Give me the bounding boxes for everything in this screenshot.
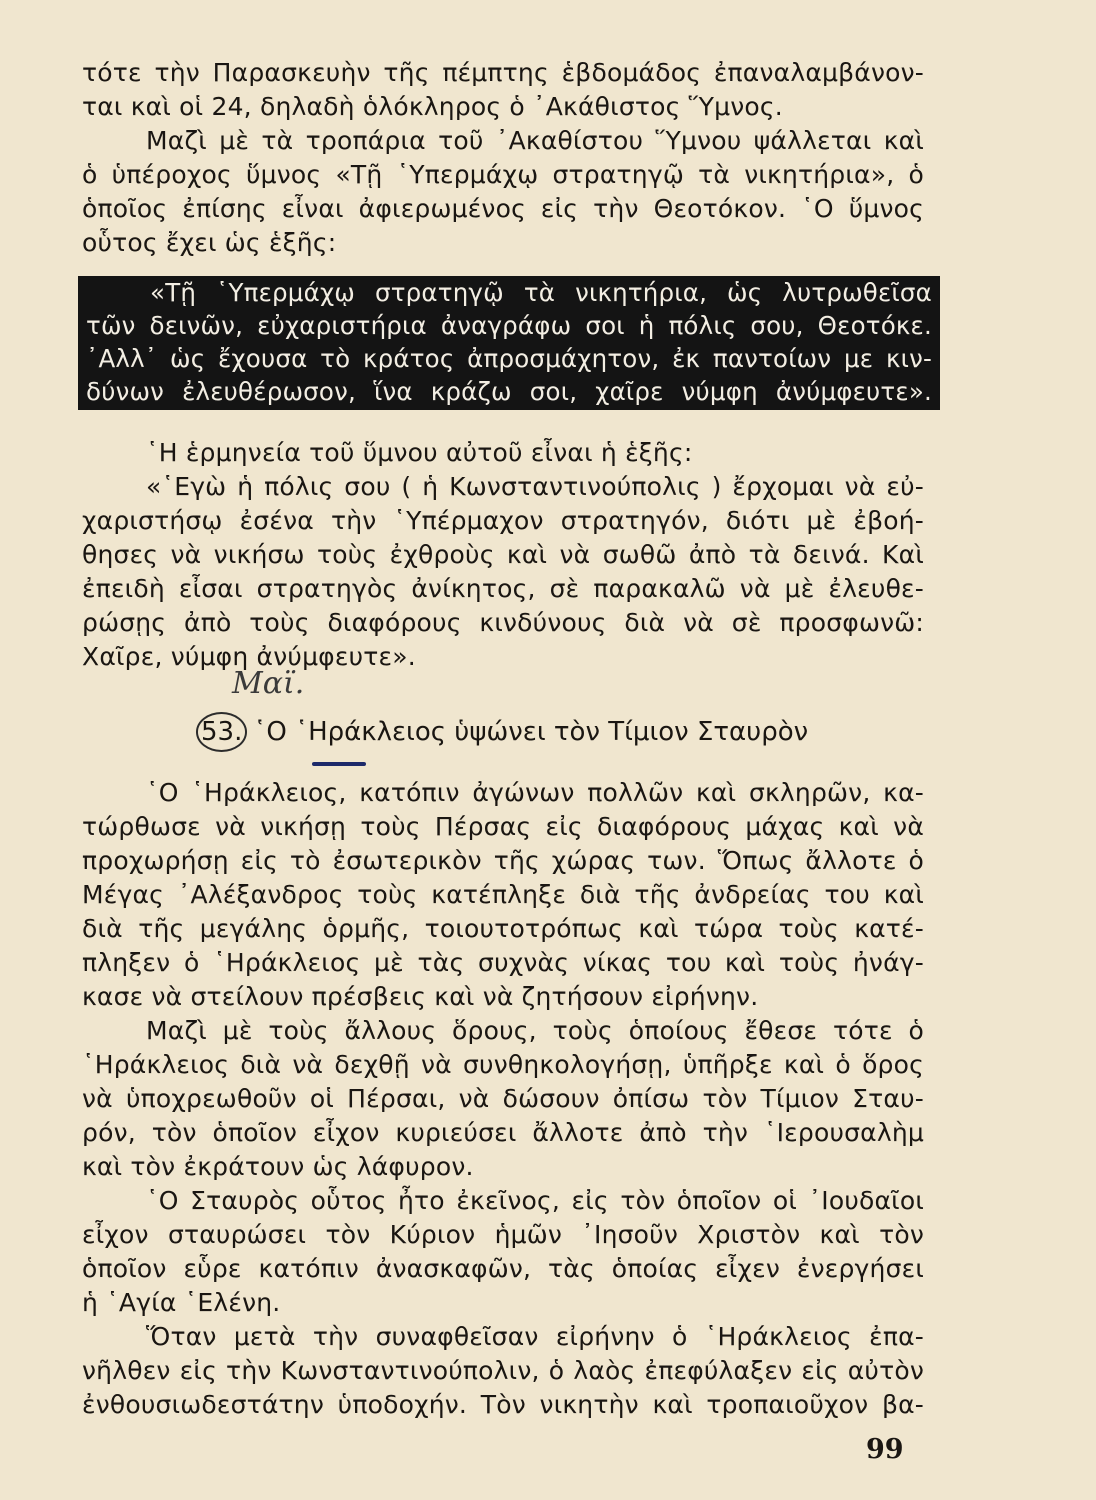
text-line: ῾Η ἑρμηνεία τοῦ ὕμνου αὐτοῦ εἶναι ἡ ἑξῆς: <box>146 438 693 467</box>
text-line: Ὅταν μετὰ τὴν συναφθεῖσαν εἰρήνην ὁ ῾Ηράκλειος ἐπα- <box>146 1322 924 1351</box>
text-line: Χαῖρε, νύμφη ἀνύμφευτε». <box>82 642 416 671</box>
text-line: προχωρήσῃ εἰς τὸ ἐσωτερικὸν τῆς χώρας των. Ὅπως ἄλλοτε ὁ <box>82 846 924 875</box>
text-line: ὁ ὑπέροχος ὕμνος «Τῇ ῾Υπερμάχῳ στρατηγῷ τὰ νικητήρια», ὁ <box>82 160 924 189</box>
text-line: ῾Ο ῾Ηράκλειος, κατόπιν ἀγώνων πολλῶν καὶ σκληρῶν, κα- <box>146 778 924 807</box>
text-line: Μαζὶ μὲ τὰ τροπάρια τοῦ ᾿Ακαθίστου Ὕμνου ψάλλεται καὶ <box>146 126 924 155</box>
text-line: ῾Ο Σταυρὸς οὗτος ἦτο ἐκεῖνος, εἰς τὸν ὁποῖον οἱ ᾿Ιουδαῖοι <box>146 1186 924 1215</box>
text-line: χαριστήσῳ ἐσένα τὴν ῾Υπέρμαχον στρατηγόν, διότι μὲ ἐβοή- <box>82 506 924 535</box>
text-line: κασε νὰ στείλουν πρέσβεις καὶ νὰ ζητήσουν εἰρήνην. <box>82 982 759 1011</box>
handwritten-note: Μαϊ. <box>232 666 305 701</box>
text-line: ὁποῖον εὗρε κατόπιν ἀνασκαφῶν, τὰς ὁποίας εἶχεν ἐνεργήσει <box>82 1254 924 1283</box>
text-line: ρώσῃς ἀπὸ τοὺς διαφόρους κινδύνους διὰ νὰ σὲ προσφωνῶ: <box>82 608 924 637</box>
hymn-line: τῶν δεινῶν, εὐχαριστήρια ἀναγράφω σοι ἡ πόλις σου, Θεοτόκε. <box>86 311 932 340</box>
section-body <box>82 776 924 1422</box>
hymn-line: «Τῇ ῾Υπερμάχῳ στρατηγῷ τὰ νικητήρια, ὡς λυτρωθεῖσα <box>150 278 932 307</box>
text-line: «῾Εγὼ ἡ πόλις σου ( ἡ Κωνσταντινούπολις ) ἔρχομαι νὰ εὐ- <box>146 472 924 501</box>
text-line: θησες νὰ νικήσω τοὺς ἐχθροὺς καὶ νὰ σωθῶ ἀπὸ τὰ δεινά. Καὶ <box>82 540 924 569</box>
text-line: οὗτος ἔχει ὡς ἑξῆς: <box>82 228 337 257</box>
text-line: Μαζὶ μὲ τοὺς ἄλλους ὅρους, τοὺς ὁποίους ἔθεσε τότε ὁ <box>146 1016 924 1045</box>
hymn-line: δύνων ἐλευθέρωσον, ἵνα κράζω σοι, χαῖρε νύμφη ἀνύμφευτε». <box>86 377 932 406</box>
page-number: 99 <box>866 1434 904 1465</box>
text-line: πληξεν ὁ ῾Ηράκλειος μὲ τὰς συχνὰς νίκας του καὶ τοὺς ἠνάγ- <box>82 948 924 977</box>
section-title: ῾Ο ῾Ηράκλειος ὑψώνει τὸν Τίμιον Σταυρὸν <box>253 717 809 747</box>
text-line: ὁποῖος ἐπίσης εἶναι ἀφιερωμένος εἰς τὴν Θεοτόκον. ῾Ο ὕμνος <box>82 194 924 223</box>
text-line: Μέγας ᾿Αλέξανδρος τοὺς κατέπληξε διὰ τῆς ἀνδρείας του καὶ <box>82 880 924 909</box>
hymn-line: ᾿Αλλ᾿ ὡς ἔχουσα τὸ κράτος ἀπροσμάχητον, ἐκ παντοίων με κιν- <box>86 344 932 373</box>
text-line: τότε τὴν Παρασκευὴν τῆς πέμπτης ἑβδομάδος ἐπαναλαμβάνον- <box>82 58 924 87</box>
text-line: ῾Ηράκλειος διὰ νὰ δεχθῇ νὰ συνθηκολογήσῃ, ὑπῆρξε καὶ ὁ ὅρος <box>82 1050 924 1079</box>
text-line: ἐπειδὴ εἶσαι στρατηγὸς ἀνίκητος, σὲ παρακαλῶ νὰ μὲ ἐλευθε- <box>82 574 924 603</box>
explanation-paragraph <box>82 436 924 674</box>
intro-paragraph <box>82 56 924 260</box>
text-line: ἐνθουσιωδεστάτην ὑποδοχήν. Τὸν νικητὴν καὶ τροπαιοῦχον βα- <box>82 1390 924 1419</box>
text-line: νῆλθεν εἰς τὴν Κωνσταντινούπολιν, ὁ λαὸς ἐπεφύλαξεν εἰς αὐτὸν <box>82 1356 924 1385</box>
pen-underline-mark <box>312 762 366 766</box>
text-line: ται καὶ οἱ 24, δηλαδὴ ὁλόκληρος ὁ ᾿Ακάθιστος Ὕμνος. <box>82 92 783 121</box>
text-line: διὰ τῆς μεγάλης ὁρμῆς, τοιουτοτρόπως καὶ τώρα τοὺς κατέ- <box>82 914 924 943</box>
text-line: εἶχον σταυρώσει τὸν Κύριον ἡμῶν ᾿Ιησοῦν Χριστὸν καὶ τὸν <box>82 1220 924 1249</box>
text-line: ρόν, τὸν ὁποῖον εἶχον κυριεύσει ἄλλοτε ἀπὸ τὴν ῾Ιερουσαλὴμ <box>82 1118 924 1147</box>
section-heading <box>196 712 808 752</box>
text-line: ἡ ῾Αγία ῾Ελένη. <box>82 1288 281 1317</box>
text-line: νὰ ὑποχρεωθοῦν οἱ Πέρσαι, νὰ δώσουν ὀπίσω τὸν Τίμιον Σταυ- <box>82 1084 924 1113</box>
text-line: τώρθωσε νὰ νικήσῃ τοὺς Πέρσας εἰς διαφόρους μάχας καὶ νὰ <box>82 812 924 841</box>
hymn-quote-box <box>78 276 940 410</box>
section-number: 53. <box>196 712 247 752</box>
text-line: καὶ τὸν ἐκράτουν ὡς λάφυρον. <box>82 1152 474 1181</box>
